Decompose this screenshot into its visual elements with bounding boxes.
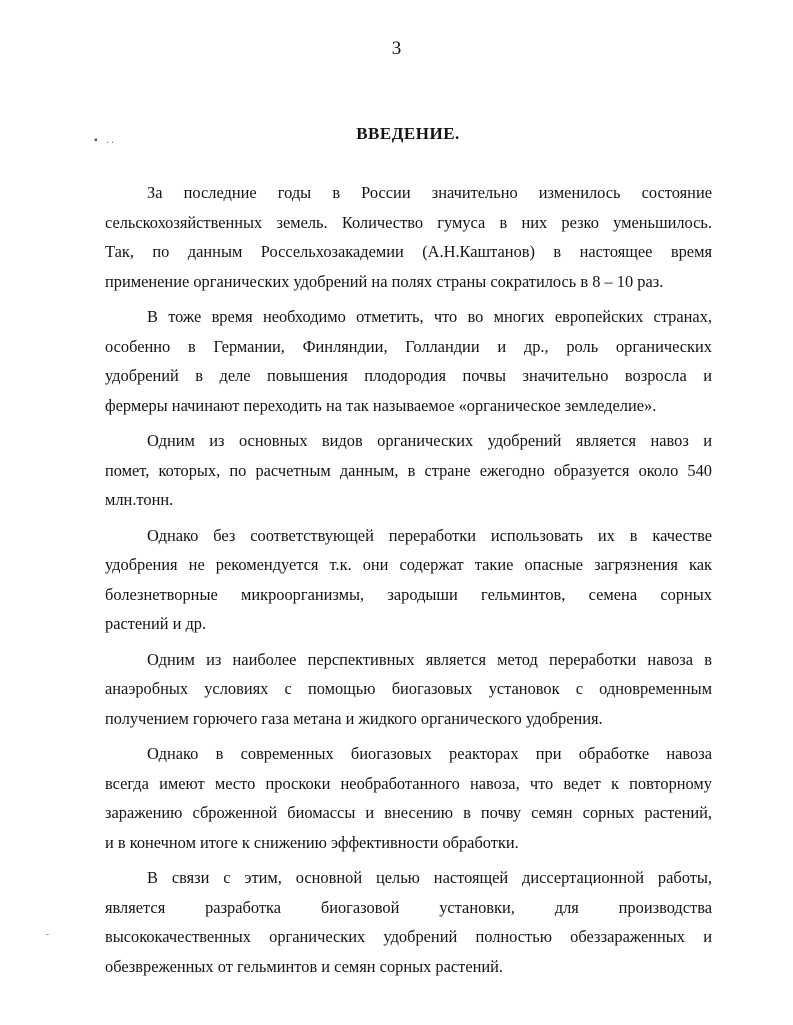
text-line: растений и др. xyxy=(105,614,207,633)
paragraph xyxy=(105,645,712,734)
scan-speck xyxy=(46,934,49,935)
text-line: В тоже время необходимо отметить, что во многих европейских странах, xyxy=(147,307,712,326)
text-line: обезвреженных от гельминтов и семян сорных растений. xyxy=(105,956,504,976)
text-line: Так, по данным Россельхозакадемии (А.Н.Каштанов) в настоящее время xyxy=(105,242,712,261)
text-line: болезнетворные микроорганизмы, зародыши гельминтов, семена сорных xyxy=(105,584,712,604)
text-line: высококачественных органических удобрений полностью обеззараженных и xyxy=(105,927,712,946)
paragraph xyxy=(105,178,712,296)
document-body xyxy=(105,178,712,981)
text-line: и в конечном итоге к снижению эффективности обработки. xyxy=(105,832,519,852)
paragraph xyxy=(105,739,712,857)
text-line: анаэробных условиях с помощью биогазовых установок с одновременным xyxy=(105,679,712,698)
text-line: помет, которых, по расчетным данным, в стране ежегодно образуется около 540 xyxy=(105,460,712,480)
text-line: особенно в Германии, Финляндии, Голландии и др., роль органических xyxy=(105,336,712,356)
paragraph xyxy=(105,426,712,515)
paragraph xyxy=(105,521,712,639)
text-line: Одним из основных видов органических удобрений является навоз и xyxy=(147,431,712,450)
text-line: млн.тонн. xyxy=(105,490,174,509)
text-line: сельскохозяйственных земель. Количество гумуса в них резко уменьшилось. xyxy=(105,212,712,232)
text-line: заражению сброженной биомассы и внесению в почву семян сорных растений, xyxy=(105,803,712,822)
text-line: За последние годы в России значительно изменилось состояние xyxy=(147,183,712,202)
page-number: 3 xyxy=(391,38,402,59)
page-heading: ВВЕДЕНИЕ. xyxy=(356,124,460,143)
text-line: удобрений в деле повышения плодородия почвы значительно возросла и xyxy=(105,366,712,385)
text-line: Однако без соответствующей переработки использовать их в качестве xyxy=(147,525,712,545)
text-line: фермеры начинают переходить на так называемое «органическое земледелие». xyxy=(105,395,657,415)
text-line: В связи с этим, основной целью настоящей диссертационной работы, xyxy=(147,868,712,887)
scan-artifact-marks: ▪ .. xyxy=(94,135,118,146)
text-line: Одним из наиболее перспективных является метод переработки навоза в xyxy=(147,649,712,669)
text-line: является разработка биогазовой установки, для производства xyxy=(105,897,712,917)
text-line: всегда имеют место проскоки необработанного навоза, что ведет к повторному xyxy=(105,773,712,793)
text-line: Однако в современных биогазовых реакторах при обработке навоза xyxy=(147,744,712,763)
paragraph xyxy=(105,863,712,981)
text-line: удобрения не рекомендуется т.к. они содержат такие опасные загрязнения как xyxy=(105,555,712,574)
text-line: применение органических удобрений на полях страны сократилось в 8 – 10 раз. xyxy=(105,271,664,291)
text-line: получением горючего газа метана и жидкого органического удобрения. xyxy=(105,708,603,728)
paragraph xyxy=(105,302,712,420)
